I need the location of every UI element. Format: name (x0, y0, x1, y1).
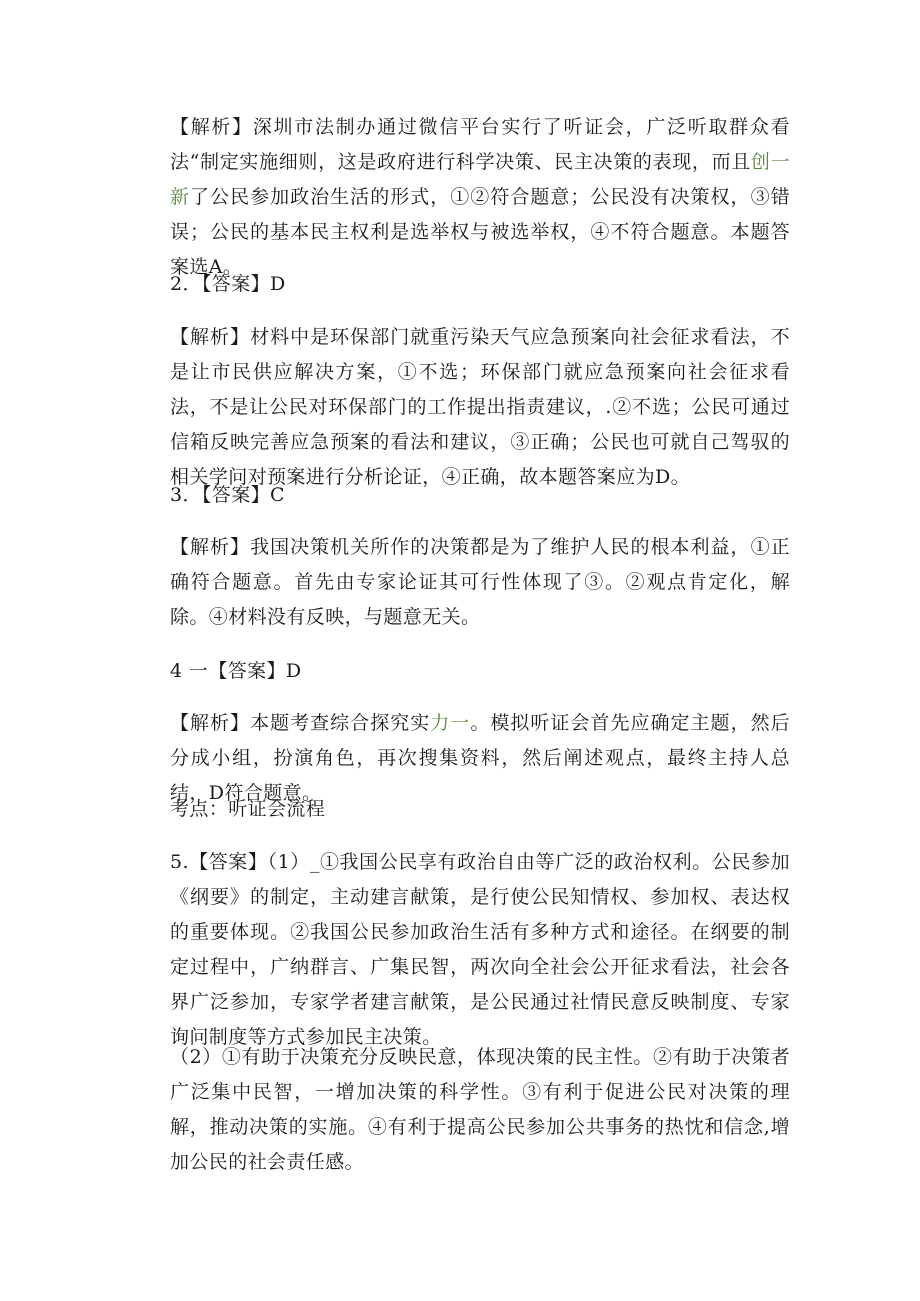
analysis-4-highlight: 力一 (430, 712, 471, 734)
answer-5-part-2-paragraph: （2）①有助于决策充分反映民意，体现决策的民主性。②有助于决策者广泛集中民智，一增加决策的科学性。③有利于促进公民对决策的理解，推动决策的实施。④有利于提高公民参加公共事务的热忱和信念,增加公民的社会责任感。 (170, 1046, 790, 1173)
analysis-4-text-a: 【解析】本题考查综合探究实 (170, 712, 431, 734)
analysis-paragraph-2: 【解析】材料中是环保部门就重污染天气应急预案向社会征求看法，不是让市民供应解决方案，①不选；环保部门就应急预案向社会征求看法，不是让公民对环保部门的工作提出指责建议，.②不选；公民可通过信箱反映完善应急预案的看法和建议，③正确；公民也可就自己驾驭的相关学问对预案进行分析论证，④正确，故本题答案应为D。 (170, 326, 790, 488)
answer-3-heading: 3．【答案】C (170, 484, 285, 506)
analysis-4-text-b: 。模拟听证会首先应确定主题，然后分成小组，扮演角色，再次搜集资料，然后阐述观点，最终主持人总结，D符合题意。 (170, 712, 791, 804)
analysis-paragraph-1 (170, 110, 790, 285)
answer-4-heading: 4 一【答案】D (170, 660, 302, 682)
kaodian-line: 考点：听证会流程 (170, 798, 326, 820)
analysis-1-text-b: 了公民参加政治生活的形式，①②符合题意；公民没有决策权，③错误；公民的基本民主权利是选举权与被选举权，④不符合题意。本题答案选A。 (170, 186, 790, 278)
answer-2-heading: 2．【答案】D (170, 273, 286, 295)
analysis-1-highlight: 创一新 (170, 151, 790, 208)
answer-5-paragraph: 5.【答案】（1）_①我国公民享有政治自由等广泛的政治权利。公民参加《纲要》的制定，主动建言献策，是行使公民知情权、参加权、表达权的重要体现。②我国公民参加政治生活有多种方式和途径。在纲要的制定过程中，广纳群言、广集民智，两次向全社会公开征求看法，社会各界广泛参加，专家学者建言献策，是公民通过社情民意反映制度、专家询问制度等方式参加民主决策。 (170, 851, 790, 1048)
analysis-paragraph-3: 【解析】我国决策机关所作的决策都是为了维护人民的根本利益，①正确符合题意。首先由专家论证其可行性体现了③。②观点肯定化，解除。④材料没有反映，与题意无关。 (170, 536, 790, 628)
analysis-1-text-a: 【解析】深圳市法制办通过微信平台实行了听证会，广泛听取群众看法“制定实施细则，这是政府进行科学决策、民主决策的表现，而且 (170, 116, 790, 173)
